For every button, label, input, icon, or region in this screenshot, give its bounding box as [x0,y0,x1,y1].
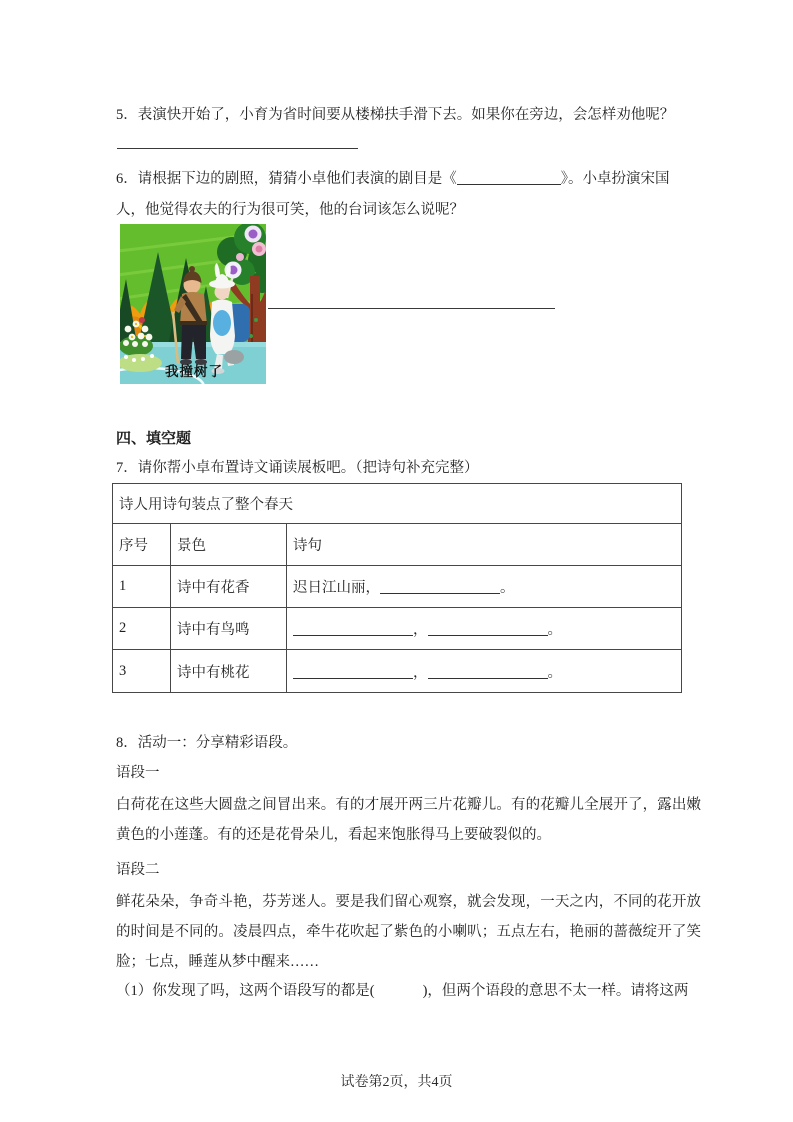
question8-sub1 [116,979,688,1000]
header-scene: 景色 [171,524,287,566]
table-row-3 [113,650,682,693]
cell-scene: 诗中有鸟鸣 [171,608,287,650]
header-no: 序号 [113,524,171,566]
question5-answer-line [117,148,358,149]
question6-after-blank: 》。小卓扮演宋国 [560,171,670,187]
verse-prefix: 迟日江山丽， [293,580,380,596]
passage2-text: 鲜花朵朵，争奇斗艳，芬芳迷人。要是我们留心观察，就会发现，一天之内，不同的花开放的时间是不同的。凌晨四点，牵牛花吹起了紫色的小喇叭；五点左右，艳丽的蔷薇绽开了笑脸；七点，睡莲从梦中醒来…… [116,894,701,970]
table-header-row [113,524,682,566]
table-caption-row [113,484,682,524]
question7-table [112,483,682,693]
cell-verse [287,566,682,608]
verse-blank [380,578,500,594]
cell-verse [287,650,682,693]
question8-text: 8．活动一：分享精彩语段。 [116,735,298,751]
verse-comma: ， [413,664,428,681]
question6-prefix: 6．请根据下边的剧照，猜猜小卓他们表演的剧目是《 [116,171,457,187]
passage1-label: 语段一 [116,765,160,781]
verse-period: 。 [547,622,562,638]
verse-period: 。 [500,580,515,596]
verse-blank [428,620,548,636]
verse-blank [293,663,413,679]
question6-title-blank [457,169,561,185]
verse-blank [428,663,548,679]
question6-answer-line [268,308,555,309]
cell-scene: 诗中有花香 [171,566,287,608]
passage2-label: 语段二 [116,862,160,878]
page-footer: 试卷第2页，共4页 [340,1075,453,1090]
cell-no: 3 [113,650,171,693]
question6-text [116,164,708,226]
cell-scene: 诗中有桃花 [171,650,287,693]
table-row-2 [113,608,682,650]
sub1-prefix: （1）你发现了吗，这两个语段写的都是( [116,983,375,999]
table-caption: 诗人用诗句装点了整个春天 [113,484,682,524]
stage-photo [120,224,266,384]
verse-period: 。 [547,664,562,681]
verse-blank [293,620,413,636]
cell-no: 1 [113,566,171,608]
cell-verse [287,608,682,650]
question6-line2: 人，他觉得农夫的行为很可笑，他的台词该怎么说呢？ [116,202,464,218]
section-title: 四、填空题 [116,431,192,447]
verse-comma: ， [413,622,428,638]
sub1-suffix: )，但两个语段的意思不太一样。请将这两 [422,983,689,999]
photo-caption: 我撞树了 [165,364,223,379]
question5-text: 5．表演快开始了，小育为省时间要从楼梯扶手滑下去。如果你在旁边，会怎样劝他呢？ [116,107,675,123]
table-row-1 [113,566,682,608]
passage1-text: 白荷花在这些大圆盘之间冒出来。有的才展开两三片花瓣儿。有的花瓣儿全展开了，露出嫩黄色的小莲蓬。有的还是花骨朵儿，看起来饱胀得马上要破裂似的。 [116,797,701,843]
header-verse: 诗句 [287,524,682,566]
cell-no: 2 [113,608,171,650]
question7-text: 7．请你帮小卓布置诗文诵读展板吧。（把诗句补充完整） [116,460,479,476]
